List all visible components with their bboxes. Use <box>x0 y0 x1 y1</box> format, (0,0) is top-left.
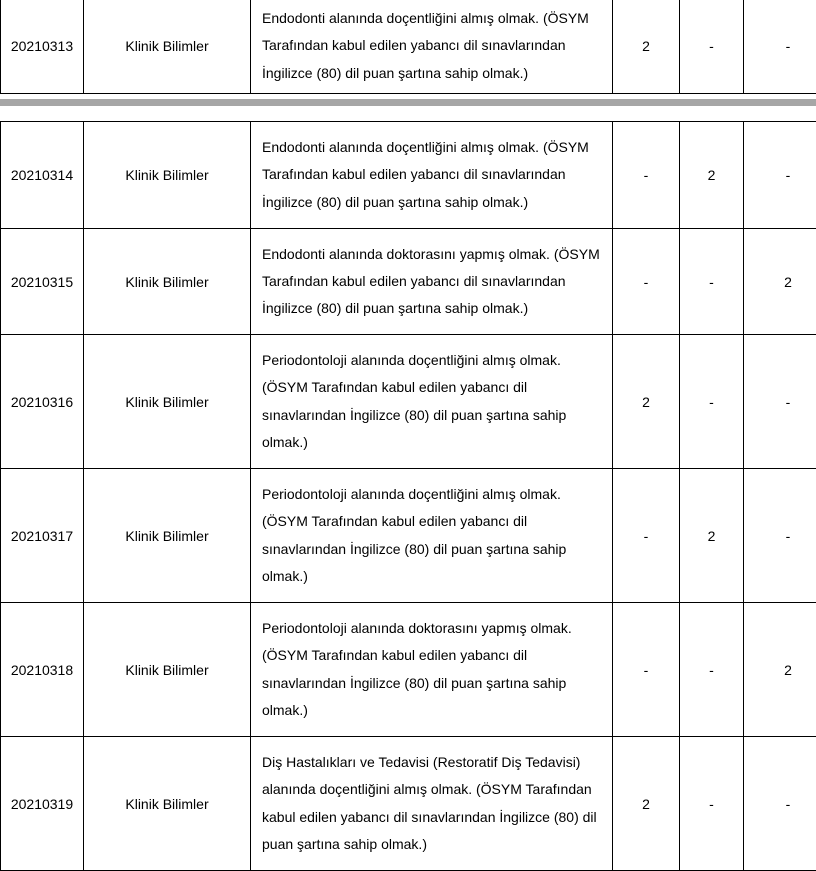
field-name: Klinik Bilimler <box>84 0 251 94</box>
table-row <box>1 0 816 94</box>
position-code: 20210318 <box>1 603 84 737</box>
position-code: 20210313 <box>1 0 84 94</box>
count-col-1: - <box>613 229 680 335</box>
page-divider <box>0 99 816 106</box>
count-col-1: - <box>613 469 680 603</box>
count-col-1: 2 <box>613 0 680 94</box>
count-col-3: - <box>744 737 816 871</box>
requirement-text: Endodonti alanında doçentliğini almış olmak. (ÖSYM Tarafından kabul edilen yabancı dil sınavlarından İngilizce (80) dil puan şartına sahip olmak.) <box>251 0 613 94</box>
field-name: Klinik Bilimler <box>84 335 251 469</box>
count-col-1: 2 <box>613 737 680 871</box>
table-row <box>1 229 816 335</box>
position-code: 20210315 <box>1 229 84 335</box>
field-name: Klinik Bilimler <box>84 469 251 603</box>
table-row <box>1 122 816 229</box>
requirement-text: Endodonti alanında doktorasını yapmış olmak. (ÖSYM Tarafından kabul edilen yabancı dil sınavlarından İngilizce (80) dil puan şartına sahip olmak.) <box>251 229 613 335</box>
position-code: 20210314 <box>1 122 84 229</box>
count-col-2: - <box>680 0 744 94</box>
table-row <box>1 603 816 737</box>
count-col-3: - <box>744 0 816 94</box>
table-row <box>1 737 816 871</box>
count-col-2: - <box>680 229 744 335</box>
count-col-2: - <box>680 737 744 871</box>
table-row <box>1 335 816 469</box>
count-col-3: 2 <box>744 603 816 737</box>
requirement-text: Periodontoloji alanında doktorasını yapmış olmak. (ÖSYM Tarafından kabul edilen yabancı dil sınavlarından İngilizce (80) dil puan şartına sahip olmak.) <box>251 603 613 737</box>
position-table <box>0 121 816 871</box>
count-col-1: 2 <box>613 335 680 469</box>
requirement-text: Diş Hastalıkları ve Tedavisi (Restoratif Diş Tedavisi) alanında doçentliğini almış olmak. (ÖSYM Tarafından kabul edilen yabancı dil sınavlarından İngilizce (80) dil puan şartına sahip olmak.) <box>251 737 613 871</box>
count-col-3: - <box>744 335 816 469</box>
table-row <box>1 469 816 603</box>
requirement-text: Endodonti alanında doçentliğini almış olmak. (ÖSYM Tarafından kabul edilen yabancı dil sınavlarından İngilizce (80) dil puan şartına sahip olmak.) <box>251 122 613 229</box>
count-col-3: - <box>744 469 816 603</box>
field-name: Klinik Bilimler <box>84 229 251 335</box>
requirement-text: Periodontoloji alanında doçentliğini almış olmak. (ÖSYM Tarafından kabul edilen yabancı dil sınavlarından İngilizce (80) dil puan şartına sahip olmak.) <box>251 469 613 603</box>
count-col-1: - <box>613 603 680 737</box>
position-code: 20210317 <box>1 469 84 603</box>
count-col-1: - <box>613 122 680 229</box>
count-col-2: - <box>680 603 744 737</box>
count-col-3: 2 <box>744 229 816 335</box>
position-code: 20210316 <box>1 335 84 469</box>
field-name: Klinik Bilimler <box>84 737 251 871</box>
position-code: 20210319 <box>1 737 84 871</box>
count-col-3: - <box>744 122 816 229</box>
field-name: Klinik Bilimler <box>84 603 251 737</box>
field-name: Klinik Bilimler <box>84 122 251 229</box>
requirement-text: Periodontoloji alanında doçentliğini almış olmak. (ÖSYM Tarafından kabul edilen yabancı dil sınavlarından İngilizce (80) dil puan şartına sahip olmak.) <box>251 335 613 469</box>
count-col-2: 2 <box>680 122 744 229</box>
count-col-2: 2 <box>680 469 744 603</box>
count-col-2: - <box>680 335 744 469</box>
position-table-top <box>0 0 816 94</box>
